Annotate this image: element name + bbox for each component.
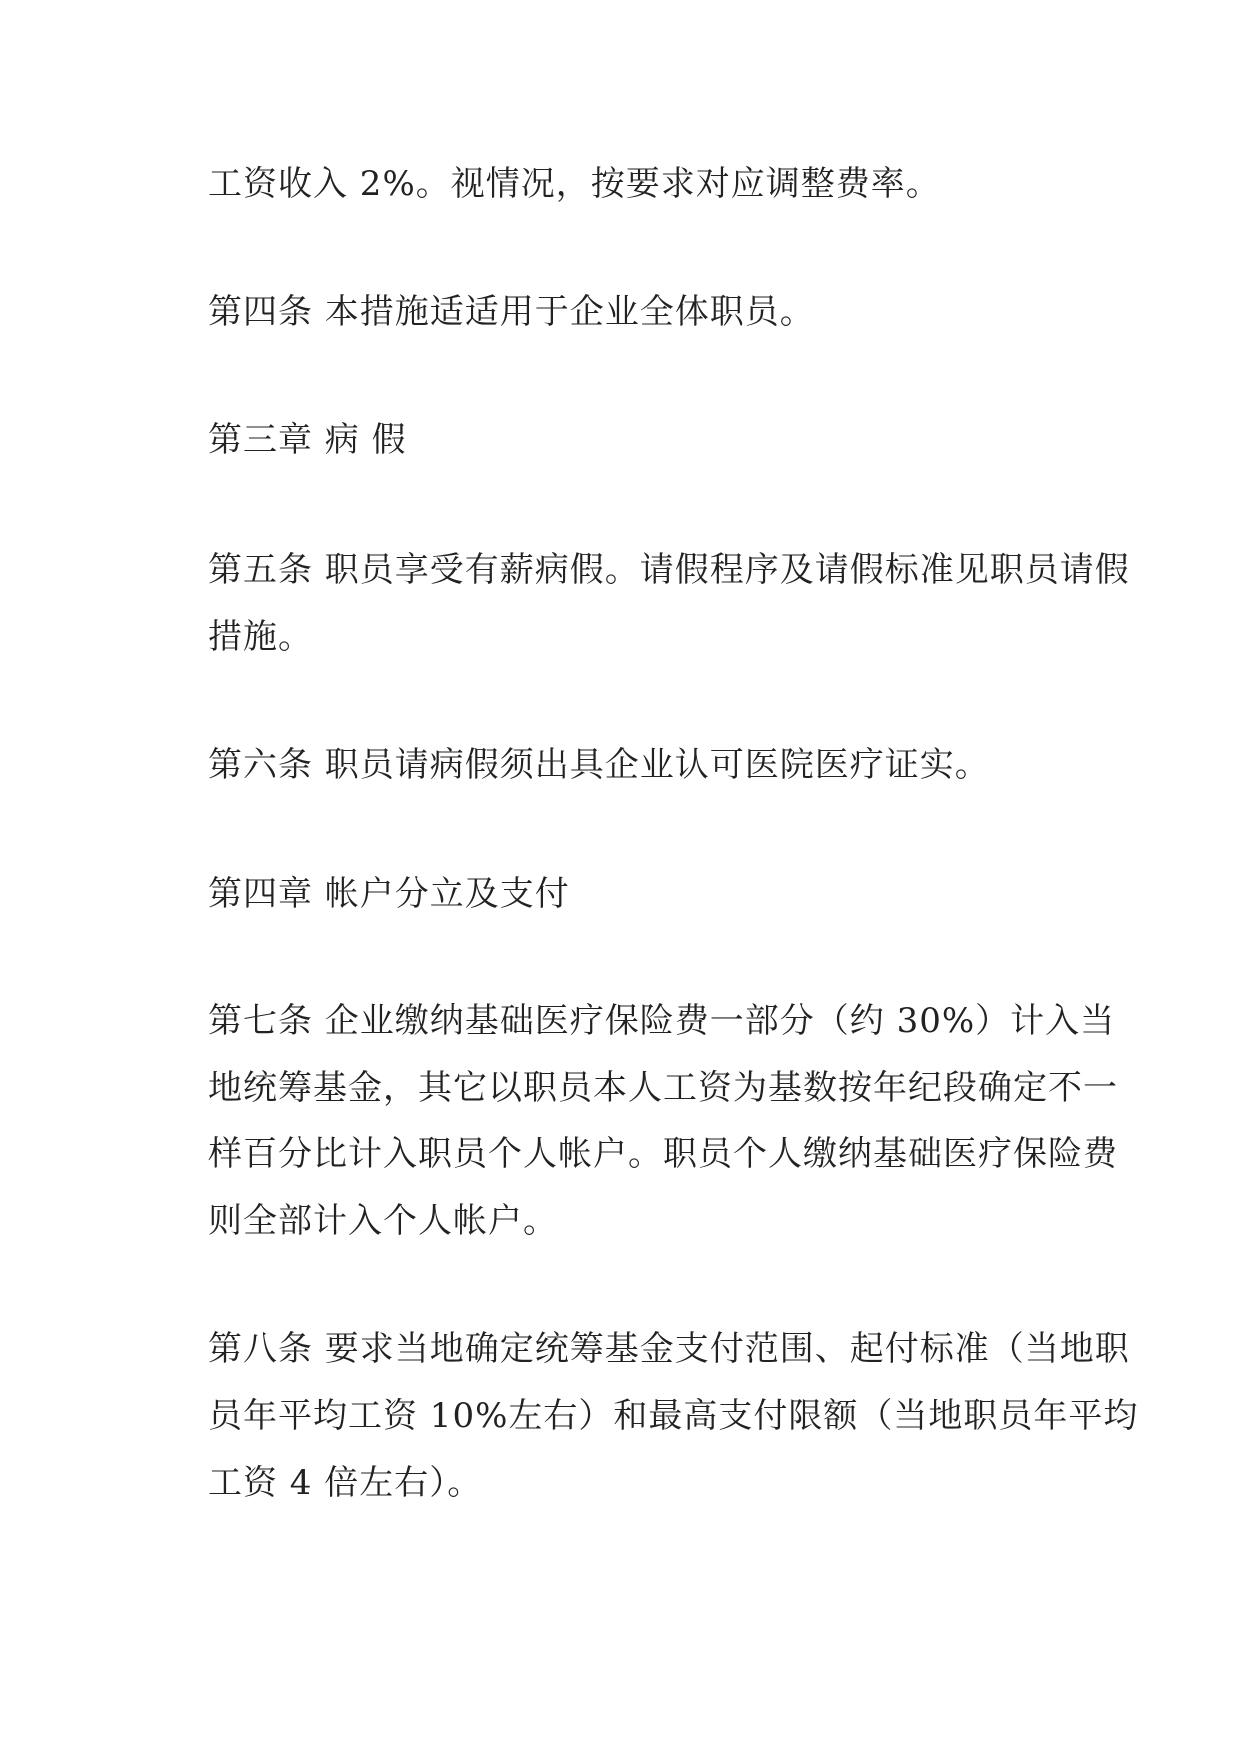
chapter-3-heading: 第三章 病 假 (208, 420, 407, 460)
article-8-line-cont: 员年平均工资 10%左右）和最高支付限额（当地职员年平均 (208, 1396, 1139, 1436)
article-7-line-cont: 样百分比计入职员个人帐户。职员个人缴纳基础医疗保险费 (208, 1134, 1118, 1174)
paragraph-line: 工资收入 2%。视情况，按要求对应调整费率。 (208, 164, 941, 204)
article-7-line: 第七条 企业缴纳基础医疗保险费一部分（约 30%）计入当 (208, 1001, 1116, 1041)
article-7-line-cont: 地统筹基金，其它以职员本人工资为基数按年纪段确定不一 (208, 1068, 1118, 1108)
article-4-line: 第四条 本措施适适用于企业全体职员。 (208, 292, 815, 332)
article-7-line-cont: 则全部计入个人帐户。 (208, 1201, 558, 1241)
article-5-line-cont: 措施。 (208, 617, 313, 657)
chapter-4-heading: 第四章 帐户分立及支付 (208, 874, 570, 914)
article-5-line: 第五条 职员享受有薪病假。请假程序及请假标准见职员请假 (208, 550, 1130, 590)
article-8-line-cont: 工资 4 倍左右）。 (208, 1463, 483, 1503)
article-8-line: 第八条 要求当地确定统筹基金支付范围、起付标准（当地职 (208, 1329, 1130, 1369)
article-6-line: 第六条 职员请病假须出具企业认可医院医疗证实。 (208, 745, 990, 785)
